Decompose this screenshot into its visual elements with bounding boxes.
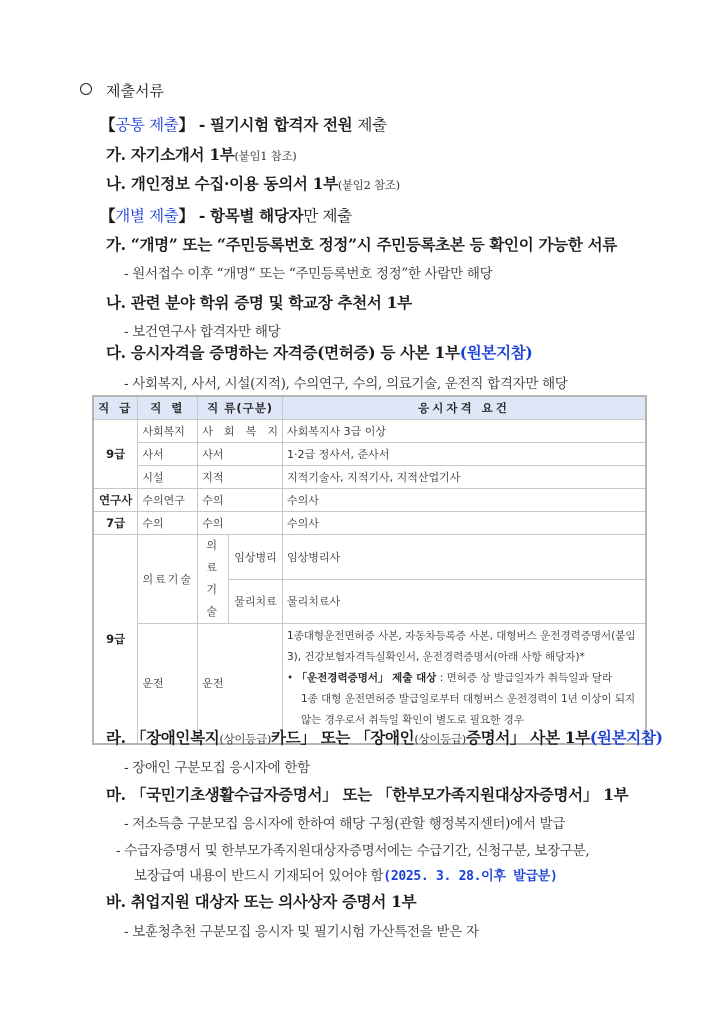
item-ma: 마. 「국민기초생활수급자증명서」 또는 「한부모가족지원대상자증명서」 1부 — [106, 785, 629, 804]
class-cell: 사 회 복 지 — [198, 420, 283, 443]
class-group-cell: 의료기술 — [198, 535, 229, 624]
grade-cell: 9급 — [93, 535, 138, 744]
series-cell: 사회복지 — [138, 420, 198, 443]
class-cell: 운전 — [198, 624, 283, 744]
grade-cell: 9급 — [93, 420, 138, 489]
header-series: 직 렬 — [138, 396, 198, 420]
qualification-table — [92, 395, 647, 745]
individual-item-da: 다. 응시자격을 증명하는 자격증(면허증) 등 사본 1부(원본지참) — [106, 343, 533, 362]
header-class: 직 류(구분) — [198, 396, 283, 420]
common-item-na: 나. 개인정보 수집·이용 동의서 1부(붙임2 참조) — [106, 174, 400, 193]
circle-bullet-icon — [80, 83, 92, 95]
driver-note-text: : 면허증 상 발급일자가 취득일과 달라 — [436, 672, 613, 684]
series-cell: 시설 — [138, 466, 198, 489]
class-cell: 사서 — [198, 443, 283, 466]
requirement-cell: 수의사 — [282, 489, 646, 512]
driver-note-continuation: 1종 대형 운전면허증 발급일로부터 대형버스 운전경력이 1년 이상이 되지 않는 경우로서 취득일 확인이 별도로 필요한 경우 — [300, 693, 636, 726]
header-grade: 직 급 — [93, 396, 138, 420]
table-row — [93, 512, 646, 535]
item-ra: 라. 「장애인복지(상이등급)카드」 또는 「장애인(상이등급)증명서」 사본 1부(원본지참) — [106, 728, 663, 747]
class-cell: 수의 — [198, 512, 283, 535]
section-title: 제출서류 — [80, 80, 164, 101]
item-ba-note: - 보훈청추천 구분모집 응시자 및 필기시험 가산특전을 받은 자 — [124, 924, 479, 940]
requirement-cell: 수의사 — [282, 512, 646, 535]
individual-item-ga: 가. “개명” 또는 “주민등록번호 정정”시 주민등록초본 등 확인이 가능한 서류 — [106, 235, 617, 254]
class-cell: 물리치료 — [229, 579, 283, 624]
common-submission-heading: 【공통 제출】 - 필기시험 합격자 전원 제출 — [100, 115, 387, 134]
grade-cell: 연구사 — [93, 489, 138, 512]
individual-submission-heading: 【개별 제출】 - 항목별 해당자만 제출 — [100, 206, 352, 225]
table-header-row — [93, 396, 646, 420]
table-row — [93, 466, 646, 489]
requirement-cell: 지적기술사, 지적기사, 지적산업기사 — [282, 466, 646, 489]
item-ma-note-3: 보장급여 내용이 반드시 기재되어 있어야 함(2025. 3. 28.이후 발급분) — [134, 868, 558, 884]
driver-note-title: 「운전경력증명서」 제출 대상 — [296, 672, 437, 684]
item-ma-note-1: - 저소득층 구분모집 응시자에 한하여 해당 구청(관할 행정복지센터)에서 발급 — [124, 816, 566, 832]
individual-item-na-note: - 보건연구사 합격자만 해당 — [124, 324, 281, 340]
series-cell: 의료기술 — [138, 535, 198, 624]
requirement-cell: 1·2급 정사서, 준사서 — [282, 443, 646, 466]
table-row — [93, 489, 646, 512]
class-cell: 수의 — [198, 489, 283, 512]
note-bullet-icon: • — [286, 672, 294, 684]
driver-requirement-text: 1종대형운전면허증 사본, 자동차등록증 사본, 대형버스 운전경력증명서(붙임3), 건강보험자격득실확인서, 운전경력증명서(아래 사항 해당자)* — [286, 630, 636, 663]
requirement-cell: 임상병리사 — [282, 535, 646, 580]
item-ra-note: - 장애인 구분모집 응시자에 한함 — [124, 760, 310, 776]
series-cell: 운전 — [138, 624, 198, 744]
series-cell: 수의 — [138, 512, 198, 535]
class-cell: 임상병리 — [229, 535, 283, 580]
requirement-cell: 사회복지사 3급 이상 — [282, 420, 646, 443]
table-row — [93, 420, 646, 443]
table-row — [93, 535, 646, 580]
class-cell: 지적 — [198, 466, 283, 489]
item-ma-note-2: - 수급자증명서 및 한부모가족지원대상자증명서에는 수급기간, 신청구분, 보장구분, — [116, 843, 590, 859]
item-ba: 바. 취업지원 대상자 또는 의사상자 증명서 1부 — [106, 892, 417, 911]
grade-cell: 7급 — [93, 512, 138, 535]
header-requirement: 응시자격 요건 — [282, 396, 646, 420]
requirement-cell: 물리치료사 — [282, 579, 646, 624]
individual-item-na: 나. 관련 분야 학위 증명 및 학교장 추천서 1부 — [106, 293, 412, 312]
series-cell: 사서 — [138, 443, 198, 466]
individual-item-da-note: - 사회복지, 사서, 시설(지적), 수의연구, 수의, 의료기술, 운전직 합격자만 해당 — [124, 376, 568, 392]
individual-item-ga-note: - 원서접수 이후 “개명” 또는 “주민등록번호 정정”한 사람만 해당 — [124, 266, 493, 282]
common-item-ga: 가. 자기소개서 1부(붙임1 참조) — [106, 145, 297, 164]
table-row — [93, 443, 646, 466]
series-cell: 수의연구 — [138, 489, 198, 512]
